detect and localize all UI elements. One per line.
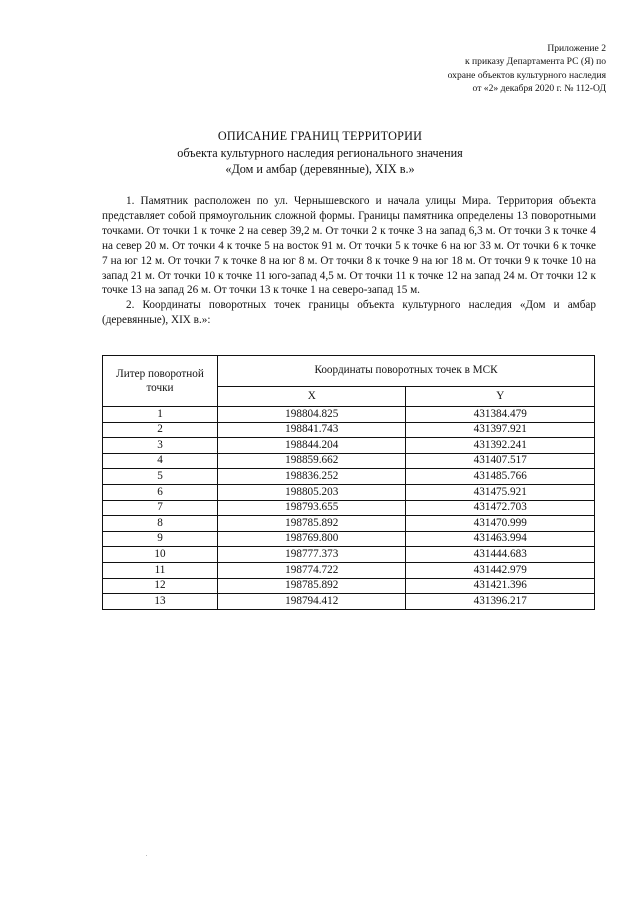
cell-y: 431472.703 — [406, 500, 595, 516]
cell-point: 2 — [103, 422, 218, 438]
cell-x: 198793.655 — [218, 500, 406, 516]
cell-y: 431444.683 — [406, 547, 595, 563]
title-line-2: объекта культурного наследия регионального значения — [177, 145, 463, 160]
paragraph-coordinates-intro: 2. Координаты поворотных точек границы объекта культурного наследия «Дом и амбар (деревянные), XIX в.»: — [102, 299, 596, 327]
cell-point: 12 — [103, 578, 218, 594]
appendix-line-3: охране объектов культурного наследия — [447, 69, 606, 81]
table-row — [103, 469, 595, 485]
table-row — [103, 422, 595, 438]
coordinates-table — [102, 355, 595, 610]
table-row — [103, 547, 595, 563]
document-title — [0, 128, 640, 178]
cell-y: 431396.217 — [406, 594, 595, 610]
header-point-letter: Литер поворотной точки — [103, 356, 218, 407]
title-line-3: «Дом и амбар (деревянные), XIX в.» — [225, 162, 415, 176]
cell-x: 198804.825 — [218, 407, 406, 423]
cell-y: 431475.921 — [406, 484, 595, 500]
document-body — [102, 194, 596, 328]
cell-y: 431397.921 — [406, 422, 595, 438]
cell-x: 198794.412 — [218, 594, 406, 610]
cell-point: 6 — [103, 484, 218, 500]
cell-point: 5 — [103, 469, 218, 485]
table-row — [103, 562, 595, 578]
table-row — [103, 438, 595, 454]
cell-x: 198785.892 — [218, 578, 406, 594]
cell-y: 431407.517 — [406, 453, 595, 469]
header-coordinates: Координаты поворотных точек в МСК — [218, 356, 595, 387]
appendix-line-2: к приказу Департамента РС (Я) по — [464, 56, 606, 68]
cell-y: 431485.766 — [406, 469, 595, 485]
coordinates-table-body — [103, 407, 595, 610]
title-line-1: ОПИСАНИЕ ГРАНИЦ ТЕРРИТОРИИ — [217, 129, 423, 143]
cell-x: 198777.373 — [218, 547, 406, 563]
table-row — [103, 484, 595, 500]
cell-x: 198769.800 — [218, 531, 406, 547]
cell-point: 10 — [103, 547, 218, 563]
table-row — [103, 578, 595, 594]
paragraph-boundary-description: 1. Памятник расположен по ул. Чернышевского и начала улицы Мира. Территория объекта представляет собой прямоугольник сложной формы. Границы памятника определены 13 поворотными точками. От точки 1 к точке 2 на север 39,2 м. От точки 2 к точке 3 на запад 6,3 м. От точки 3 к точке 4 на север 20 м. От точки 4 к точке 5 на восток 91 м. От точки 5 к точке 6 на юг 33 м. От точки 6 к точке 7 на юг 12 м. От точки 7 к точке 8 на юг 8 м. От точки 8 к точке 9 на юг 18 м. От точки 9 к точке 10 на запад 21 м. От точки 10 к точке 11 юго-запад 4,5 м. От точки 11 к точке 12 на запад 24 м. От точки 12 к точке 13 на запад 26 м. От точки 13 к точке 1 на северо-запад 15 м. — [102, 195, 596, 297]
table-row — [103, 500, 595, 516]
cell-point: 8 — [103, 516, 218, 532]
table-row — [103, 531, 595, 547]
scan-speck — [146, 855, 147, 856]
cell-y: 431470.999 — [406, 516, 595, 532]
cell-point: 4 — [103, 453, 218, 469]
cell-x: 198859.662 — [218, 453, 406, 469]
cell-x: 198774.722 — [218, 562, 406, 578]
header-y: Y — [406, 387, 595, 407]
cell-point: 13 — [103, 594, 218, 610]
table-row — [103, 594, 595, 610]
cell-y: 431384.479 — [406, 407, 595, 423]
cell-x: 198785.892 — [218, 516, 406, 532]
appendix-line-4: от «2» декабря 2020 г. № 112-ОД — [472, 83, 606, 95]
table-row — [103, 453, 595, 469]
cell-point: 11 — [103, 562, 218, 578]
cell-x: 198836.252 — [218, 469, 406, 485]
cell-point: 9 — [103, 531, 218, 547]
cell-point: 3 — [103, 438, 218, 454]
cell-point: 7 — [103, 500, 218, 516]
cell-y: 431463.994 — [406, 531, 595, 547]
header-x: X — [218, 387, 406, 407]
cell-x: 198844.204 — [218, 438, 406, 454]
cell-x: 198805.203 — [218, 484, 406, 500]
cell-y: 431392.241 — [406, 438, 595, 454]
cell-y: 431421.396 — [406, 578, 595, 594]
cell-x: 198841.743 — [218, 422, 406, 438]
appendix-line-1: Приложение 2 — [547, 43, 606, 54]
table-row — [103, 407, 595, 423]
cell-y: 431442.979 — [406, 562, 595, 578]
table-row — [103, 516, 595, 532]
appendix-header — [346, 42, 606, 96]
cell-point: 1 — [103, 407, 218, 423]
